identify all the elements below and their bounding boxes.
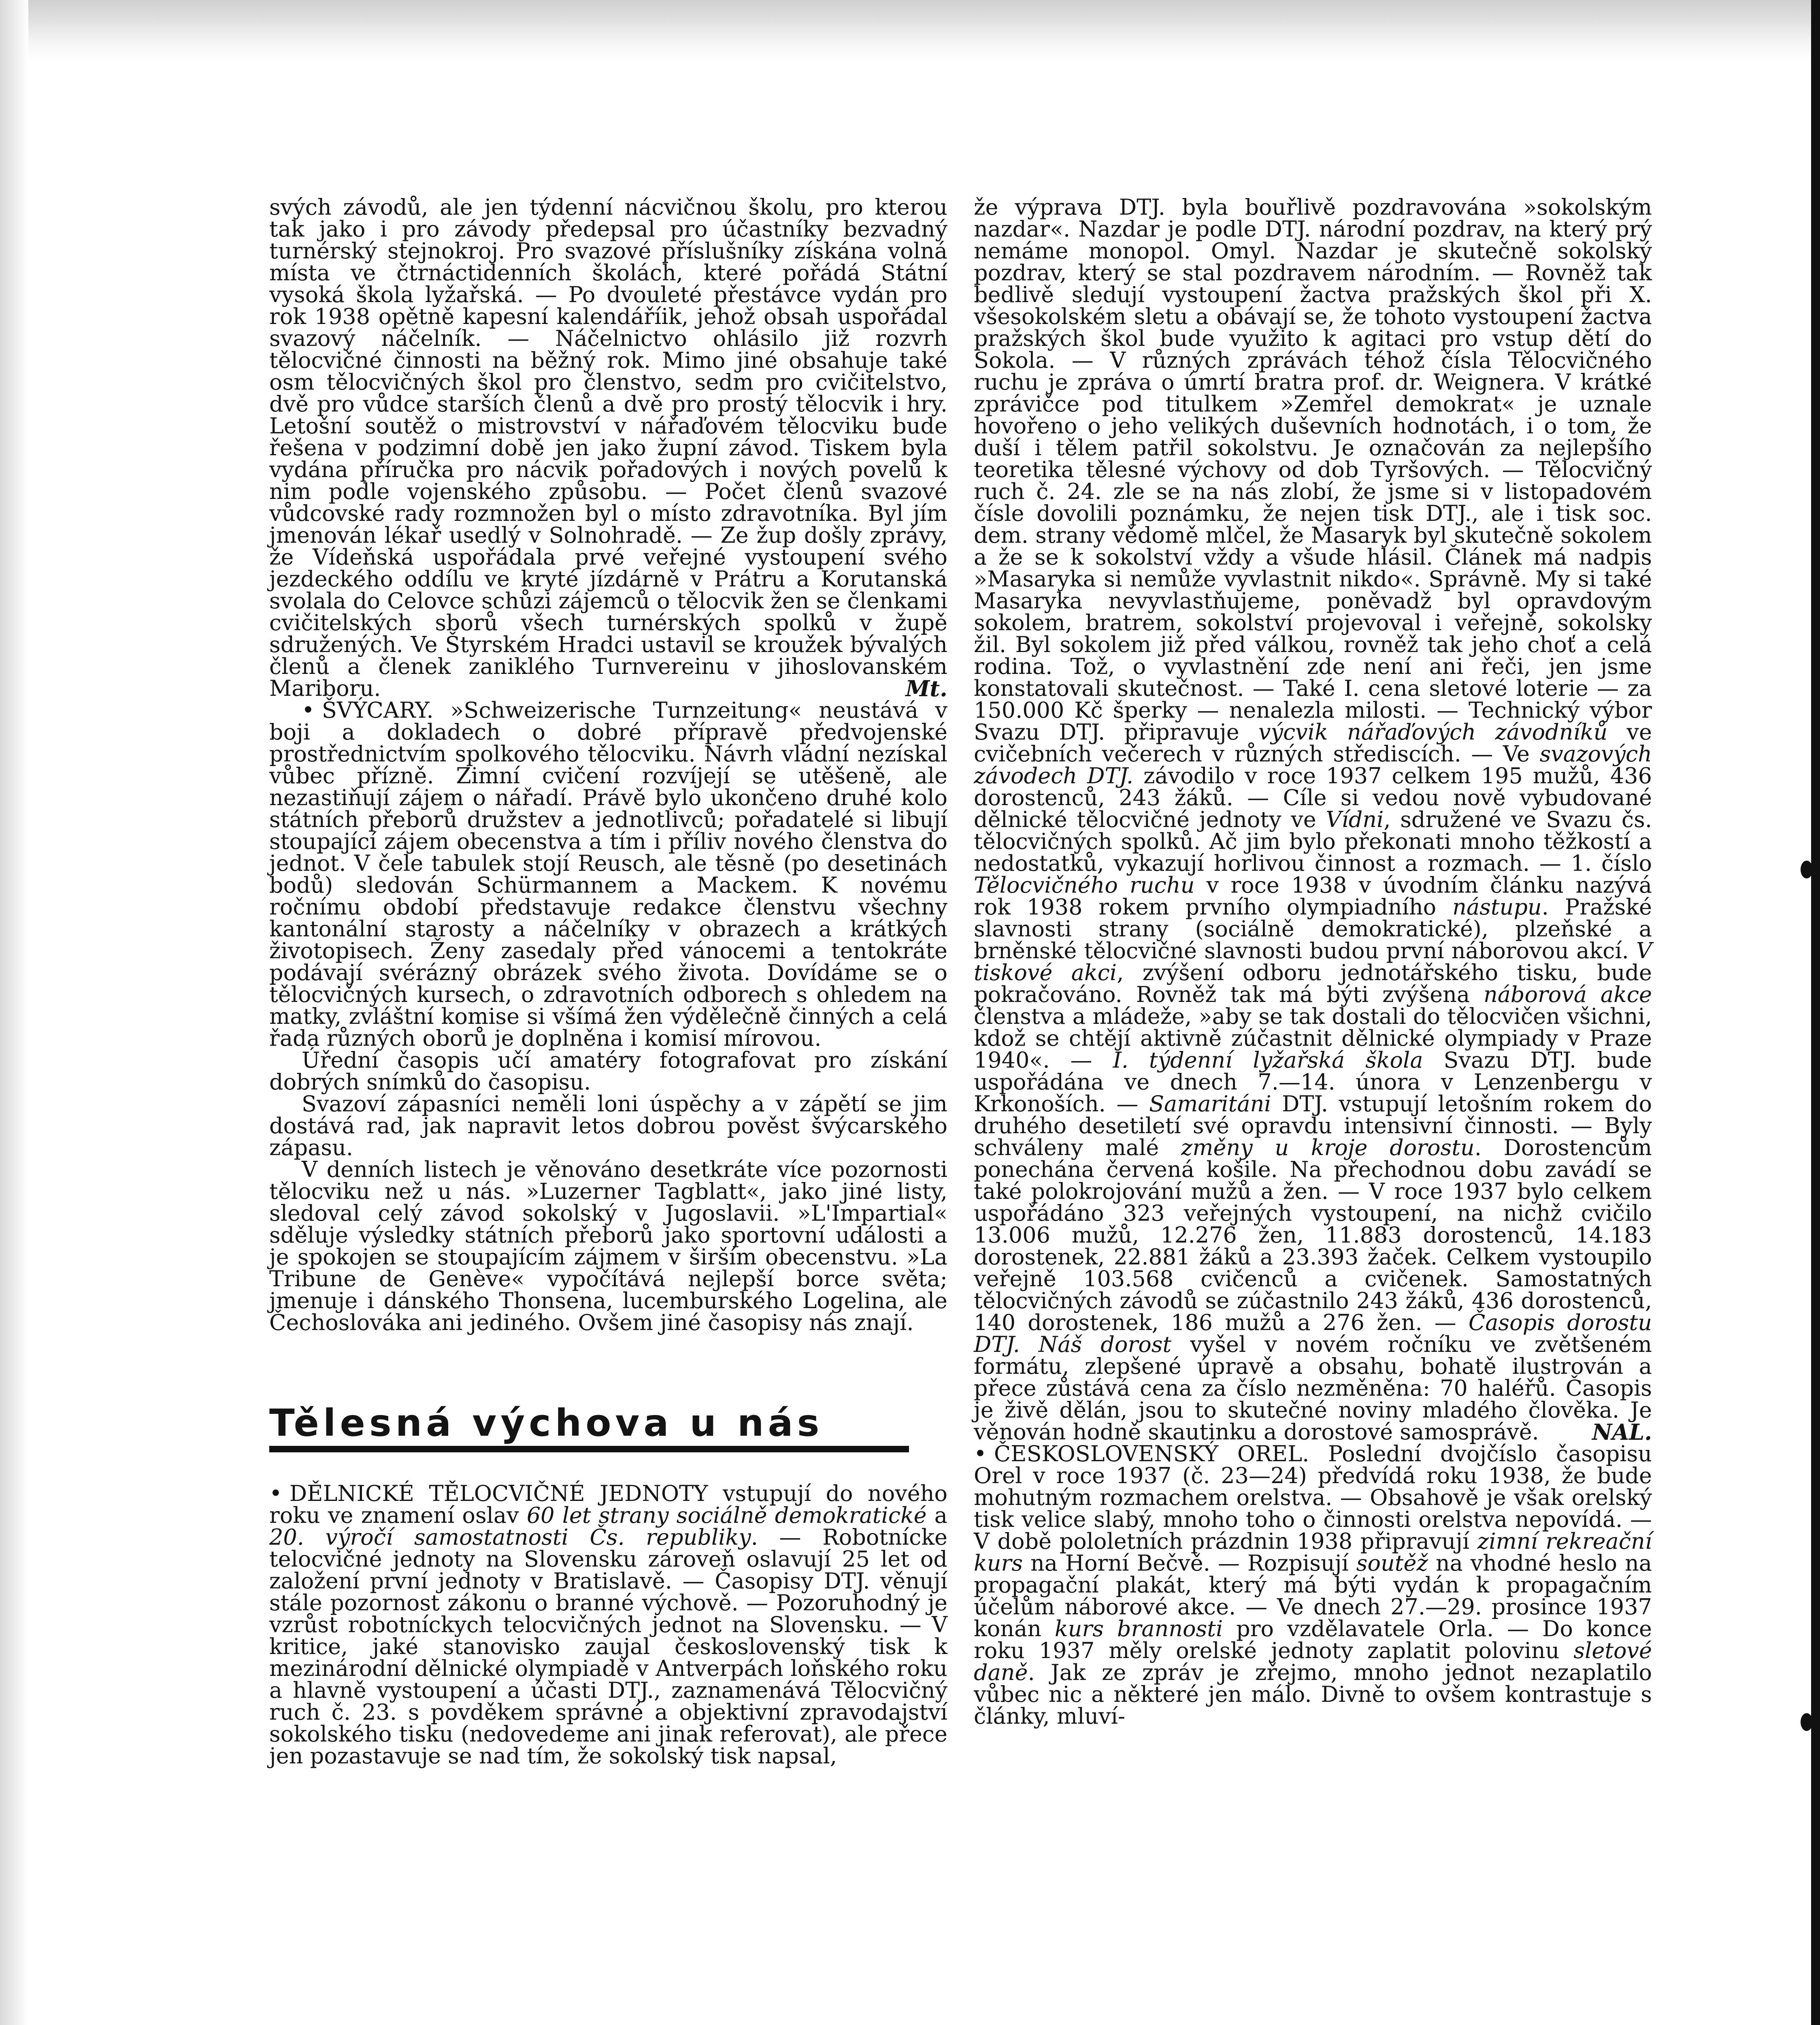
article-paragraph: Svazoví zápasníci neměli loni úspěchy a v zápětí se jim dostává rad, jak napravit letos dobrou pověst švýcarského zápasu. [269, 1091, 947, 1160]
article-paragraph-orel: • ČESKOSLOVENSKÝ OREL. Poslední dvojčíslo časopisu Orel v roce 1937 (č. 23—24) předvídá roku 1938, že bude mohutným rozmachem orelstva. — Obsahově je však orelský tisk velice slabý, mnoho toho o činnosti orelstva nepovídá. — V době pololetních prázdnin 1938 připravují zimní rekreační kurs na Horní Bečvě. — Rozpisují soutěž na vhodné heslo na propagační plakát, který má býti vydán k propagačním účelům náborové akce. — Ve dnech 27.—29. prosince 1937 konán kurs brannosti pro vzdělavatele Orla. — Do konce roku 1937 měly orelské jednoty zaplatit polovinu sletové daně. Jak ze zpráv je zřejmo, mnoho jednot nezaplatilo vůbec nic a některé jen málo. Divně to ovšem kontrastuje s články, mluví- [974, 1441, 1652, 1729]
bullet-icon: • [974, 1441, 987, 1467]
article-paragraph-svycary: • ŠVÝCARY. »Schweizerische Turnzeitung« neustává v boji a dokladech o dobré přípravě předvojenské prostřednictvím spolkového tělocviku. Návrh vládní nezískal vůbec přízně. Zimní cvičení rozvíjejí se utěšeně, ale nezastiňují zájem o nářadí. Právě bylo ukončeno druhé kolo státních přeborů družstev a jednotlivců; pořadatelé si libují stoupající zájem obecenstva a tím i příliv nového členstva do jednot. V čele tabulek stojí Reusch, ale těsně (po desetinách bodů) sledován Schürmannem a Mackem. K novému ročnímu období představuje redakce členstvu všechny kantonální starosty a náčelníky v obrazech a krátkých životopisech. Ženy zasedaly před vánocemi a tentokráte podávají svérázný obrázek svého života. Dovídáme se o tělocvičných kursech, o zdravotních odborech s ohledem na matky, zvláštní komise si všímá žen výdělečně činných a celá řada různých oborů je doplněna i komisí mírovou. [269, 697, 947, 1051]
bullet-icon: • [302, 697, 315, 723]
section-heading: Tělesná výchova u nás [269, 1403, 909, 1452]
article-paragraph: že výprava DTJ. byla bouřlivě pozdravována »sokolským nazdar«. Nazdar je podle DTJ. národní pozdrav, na který prý nemáme monopol. Omyl. Nazdar je skutečně sokolský pozdrav, který se stal pozdravem národním. — Rovněž tak bedlivě sledují vystoupení žactva pražských škol při X. všesokolském sletu a obávají se, že tohoto vystoupení žactva pražských škol bude využito k agitaci pro vstup dětí do Sokola. — V různých zprávách téhož čísla Tělocvičného ruchu je zpráva o úmrtí bratra prof. dr. Weignera. V krátké zprávičce pod titulkem »Zemřel demokrat« je uznale hovořeno o jeho velikých duševních hodnotách, i o tom, že duší i tělem patřil sokolstvu. Je označován za nejlepšího teoretika tělesné výchovy od dob Tyršových. — Tělocvičný ruch č. 24. zle se na nás zlobí, že jsme si v listopadovém čísle dovolili poznámku, že nejen tisk DTJ., ale i tisk soc. dem. strany vědomě mlčel, že Masaryk byl skutečně sokolem a že se k sokolství vždy a všude hlásil. Článek má nadpis »Masaryka si nemůže vyvlastnit nikdo«. Správně. My si také Masaryka nevyvlastňujeme, poněvadž byl opravdovým sokolem, bratrem, sokolství projevoval i veřejně, sokolsky žil. Byl sokolem již před válkou, rovněž tak jeho choť a celá rodina. Tož, o vyvlastnění zde není ani řeči, jen jsme konstatovali skutečnost. — Také I. cena sletové loterie — za 150.000 Kč šperky — nenalezla milosti. — Technický výbor Svazu DTJ. připravuje výcvik nářaďových závodníků ve cvičebních večerech v různých střediscích. — Ve svazových závodech DTJ. závodilo v roce 1937 celkem 195 mužů, 436 dorostenců, 243 žáků. — Cíle si vedou nově vybudované dělnické tělocvičné jednoty ve Vídni, sdružené ve Svazu čs. tělocvičných spolků. Ač jim bylo překonati mnoho těžkostí a nedostatků, vykazují horlivou činnost a rozmach. — 1. číslo Tělocvičného ruchu v roce 1938 v úvodním článku nazývá rok 1938 rokem prvního olympiadního nástupu. Pražské slavnosti strany (sociálně demokratické), plzeňské a brněnské tělocvičné slavnosti budou první náborovou akcí. V tiskové akci, zvýšení odboru jednotářského tisku, bude pokračováno. Rovněž tak má býti zvýšena náborová akce členstva a mládeže, »aby se tak dostali do tělocvičen všichni, kdož se chtějí aktivně zúčastnit dělnické olympiady v Praze 1940«. — I. týdenní lyžařská škola Svazu DTJ. bude uspořádána ve dnech 7.—14. února v Lenzenbergu v Krkonoších. — Samaritáni DTJ. vstupují letošním rokem do druhého desetiletí své opravdu intensivní činnosti. — Byly schváleny malé změny u kroje dorostu. Dorostencům ponechána červená košile. Na přechodnou dobu zavádí se také polokrojování mužů a žen. — V roce 1937 bylo celkem uspořádáno 323 veřejných vystoupení, na nichž cvičilo 13.006 mužů, 12.276 žen, 11.883 dorostenců, 14.183 dorostenek, 22.881 žáků a 23.393 žaček. Celkem vystoupilo veřejně 103.568 cvičenců a cvičenek. Samostatných tělocvičných závodů se zúčastnilo 243 žáků, 436 dorostenců, 140 dorostenek, 186 mužů a 276 žen. — Časopis dorostu DTJ. Náš dorost vyšel v novém ročníku ve zvětšeném formátu, zlepšené úpravě a obsahu, bohatě ilustrován a přece zůstává cena za číslo nezměněna: 70 haléřů. Časopis je živě dělán, jsou to skutečné noviny mladého člověka. Je věnován hodně skautinku a dorostové samosprávě. NAL. [974, 194, 1652, 1445]
author-signature: Mt. [905, 676, 947, 701]
binding-hole-mark [1801, 1713, 1813, 1731]
bullet-icon: • [269, 1481, 282, 1507]
article-paragraph: Úřední časopis učí amatéry fotografovat pro získání dobrých snímků do časopisu. [269, 1047, 947, 1095]
left-column [269, 196, 947, 1767]
author-signature: NAL. [1592, 1419, 1652, 1445]
article-paragraph: svých závodů, ale jen týdenní nácvičnou školu, pro kterou tak jako i pro závody předepsal pro účastníky bezvadný turnérský stejnokroj. Pro svazové příslušníky získána volná místa ve čtrnáctidenních školách, které pořádá Státní vysoká škola lyžařská. — Po dvouleté přestávce vydán pro rok 1938 opětně kapesní kalendáříik, jehož obsah uspořádal svazový náčelník. — Náčelnictvo ohlásilo již rozvrh tělocvičné činnosti na běžný rok. Mimo jiné obsahuje také osm tělocvičných škol pro členstvo, sedm pro cvičitelstvo, dvě pro vůdce starších členů a dvě pro prostý tělocvik i hry. Letošní soutěž o mistrovství v nářaďovém tělocviku bude řešena v podzimní době jen jako župní závod. Tiskem byla vydána příručka pro nácvik pořadových i nových povelů k nim podle vojenského způsobu. — Počet členů svazové vůdcovské rady rozmnožen byl o místo zdravotníka. Byl jím jmenován lékař usedlý v Solnohradě. — Ze žup došly zprávy, že Vídeňská uspořádala prvé veřejné vystoupení svého jezdeckého oddílu ve kryté jízdárně v Prátru a Korutanská svolala do Celovce schůzi zájemců o tělocvik žen se členkami cvičitelských sborů všech turnérských spolků v župě sdružených. Ve Štyrském Hradci ustavil se kroužek bývalých členů a členek zaniklého Turnvereinu v jihoslovanském Mariboru. Mt. [269, 194, 947, 701]
article-paragraph: V denních listech je věnováno desetkráte více pozornosti tělocviku než u nás. »Luzerner Tagblatt«, jako jiné listy, sledoval celý závod sokolský v Jugoslavii. »L'Impartial« sděluje výsledky státních přeborů jako sportovní události a je spokojen se stoupajícím zájmem v širším obecenstvu. »La Tribune de Genève« vypočítává nejlepší borce světa; jmenuje i dánského Thonsena, lucemburského Logelina, ale Čechoslováka ani jediného. Ovšem jiné časopisy nás znají. [269, 1157, 947, 1335]
article-paragraph-dtj: • DĚLNICKÉ TĚLOCVIČNÉ JEDNOTY vstupují do nového roku ve znamení oslav 60 let strany sociálně demokratické a 20. výročí samostatnosti Čs. republiky. — Robotnícke telocvičné jednoty na Slovensku zároveň oslavují 25 let od založení první jednoty v Bratislavě. — Časopisy DTJ. věnují stále pozornost zákonu o branné výchově. — Pozoruhodný je vzrůst robotníckych telocvičných jednot na Slovensku. — V kritice, jaké stanovisko zaujal československý tisk k mezinárodní dělnické olympiadě v Antverpách loňského roku a hlavně vystoupení a účasti DTJ., zaznamenává Tělocvičný ruch č. 23. s povděkem správné a objektivní zpravodajství sokolského tisku (nedovedeme ani jinak referovat), ale přece jen pozastavuje se nad tím, že sokolský tisk napsal, [269, 1481, 948, 1769]
binding-hole-mark [1801, 861, 1813, 878]
right-column [974, 196, 1652, 1727]
scan-shadow-left [0, 0, 28, 2025]
scan-shadow-top [0, 0, 1820, 61]
